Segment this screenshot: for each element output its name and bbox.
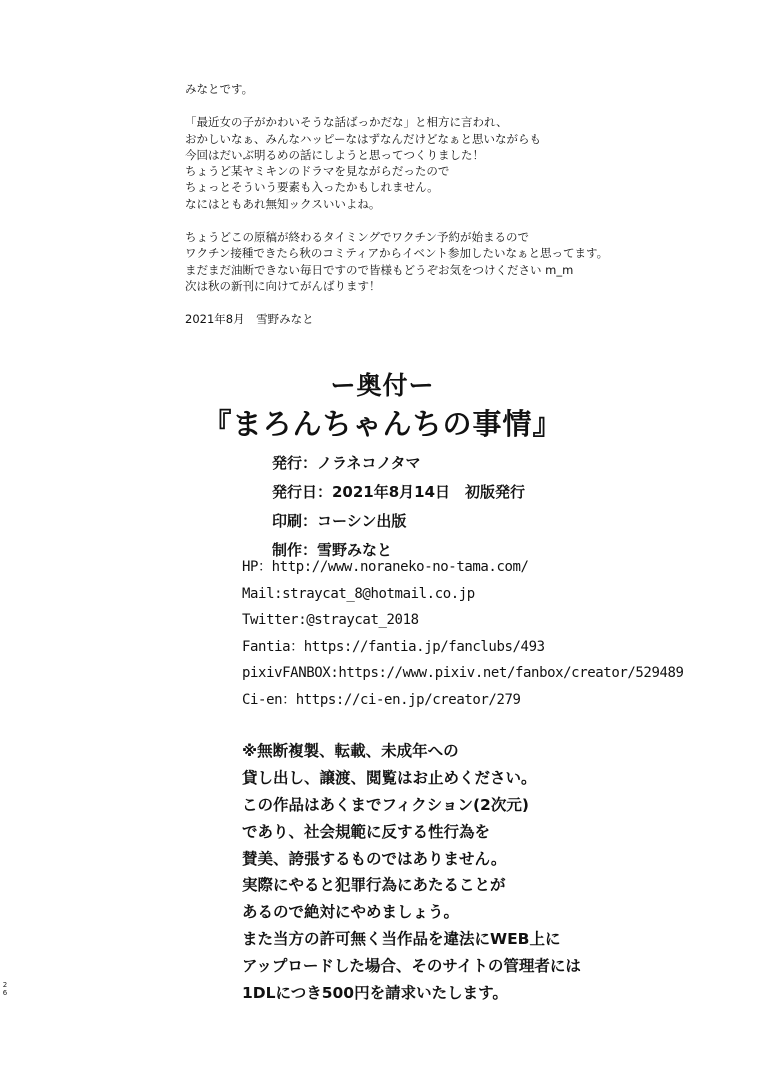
- notice-line: 実際にやると犯罪行為にあたることが: [242, 876, 506, 895]
- page-number: [2, 981, 8, 997]
- fantia-link: Fantia：https://fantia.jp/fanclubs/493: [242, 638, 545, 655]
- notice-line: また当方の許可無く当作品を違法にWEB上に: [242, 930, 561, 949]
- afterword-line: 今回はだいぶ明るめの話にしようと思ってつくりました！: [185, 147, 484, 162]
- notice-line: であり、社会規範に反する性行為を: [242, 822, 491, 841]
- notice-line: アップロードした場合、そのサイトの管理者には: [242, 957, 581, 976]
- colophon-heading: ー奥付ー: [330, 371, 435, 400]
- notice-line: あるので絶対にやめましょう。: [242, 903, 460, 922]
- notice-line: この作品はあくまでフィクション(2次元): [242, 795, 529, 814]
- contact-links: [242, 557, 684, 716]
- notice-line: 賛美、誇張するものではありません。: [242, 849, 507, 868]
- paragraph-gap: [185, 294, 745, 311]
- afterword-line: おかしいなぁ、みんなハッピーなはずなんだけどなぁと思いながらも: [185, 131, 542, 146]
- twitter-link: Twitter:@straycat_2018: [242, 612, 419, 628]
- afterword-line: ちょっとそういう要素も入ったかもしれません。: [185, 180, 439, 195]
- paragraph-gap: [185, 97, 745, 114]
- publisher-row: 発行：ノラネコノタマ: [272, 454, 421, 472]
- afterword-signature: 2021年8月 雪野みなと: [185, 312, 314, 327]
- fanbox-link: pixivFANBOX:https://www.pixiv.net/fanbox/creator/529489: [242, 665, 684, 681]
- notice-line: 1DLにつき500円を請求いたします。: [242, 984, 508, 1003]
- afterword-line: 「最近女の子がかわいそうな話ばっかだな」と相方に言われ、: [185, 115, 508, 130]
- afterword: [185, 81, 745, 328]
- afterword-line: ワクチン接種できたら秋のコミティアからイベント参加したいなぁと思ってます。: [185, 246, 609, 261]
- publication-info: [272, 452, 525, 568]
- mail-link: Mail:straycat_8@hotmail.co.jp: [242, 585, 475, 602]
- homepage-link: HP：http://www.noraneko-no-tama.com/: [242, 559, 529, 575]
- cien-link: Ci-en：https://ci-en.jp/creator/279: [242, 691, 521, 708]
- afterword-line: 次は秋の新刊に向けてがんばります！: [185, 278, 381, 293]
- page-number-digit: 2: [2, 981, 8, 989]
- afterword-line: みなとです。: [185, 82, 254, 96]
- afterword-line: なにはともあれ無知ックスいいよね。: [185, 196, 381, 211]
- book-title: 『まろんちゃんちの事情』: [202, 407, 563, 441]
- printer-row: 印刷：コーシン出版: [272, 512, 407, 530]
- notice-line: 貸し出し、譲渡、閲覧はお止めください。: [242, 768, 537, 787]
- publish-date-row: 発行日：2021年8月14日 初版発行: [272, 483, 526, 501]
- afterword-line: まだまだ油断できない毎日ですので皆様もどうぞお気をつけください m_m: [185, 262, 574, 277]
- page-number-digit: 6: [2, 989, 8, 997]
- notice-line: ※無断複製、転載、未成年への: [242, 742, 459, 760]
- afterword-line: ちょうど某ヤミキンのドラマを見ながらだったので: [185, 164, 450, 179]
- afterword-line: ちょうどこの原稿が終わるタイミングでワクチン予約が始まるので: [185, 230, 529, 245]
- paragraph-gap: [185, 212, 745, 229]
- legal-notice: [242, 740, 581, 1009]
- author-row: 制作：雪野みなと: [272, 541, 393, 559]
